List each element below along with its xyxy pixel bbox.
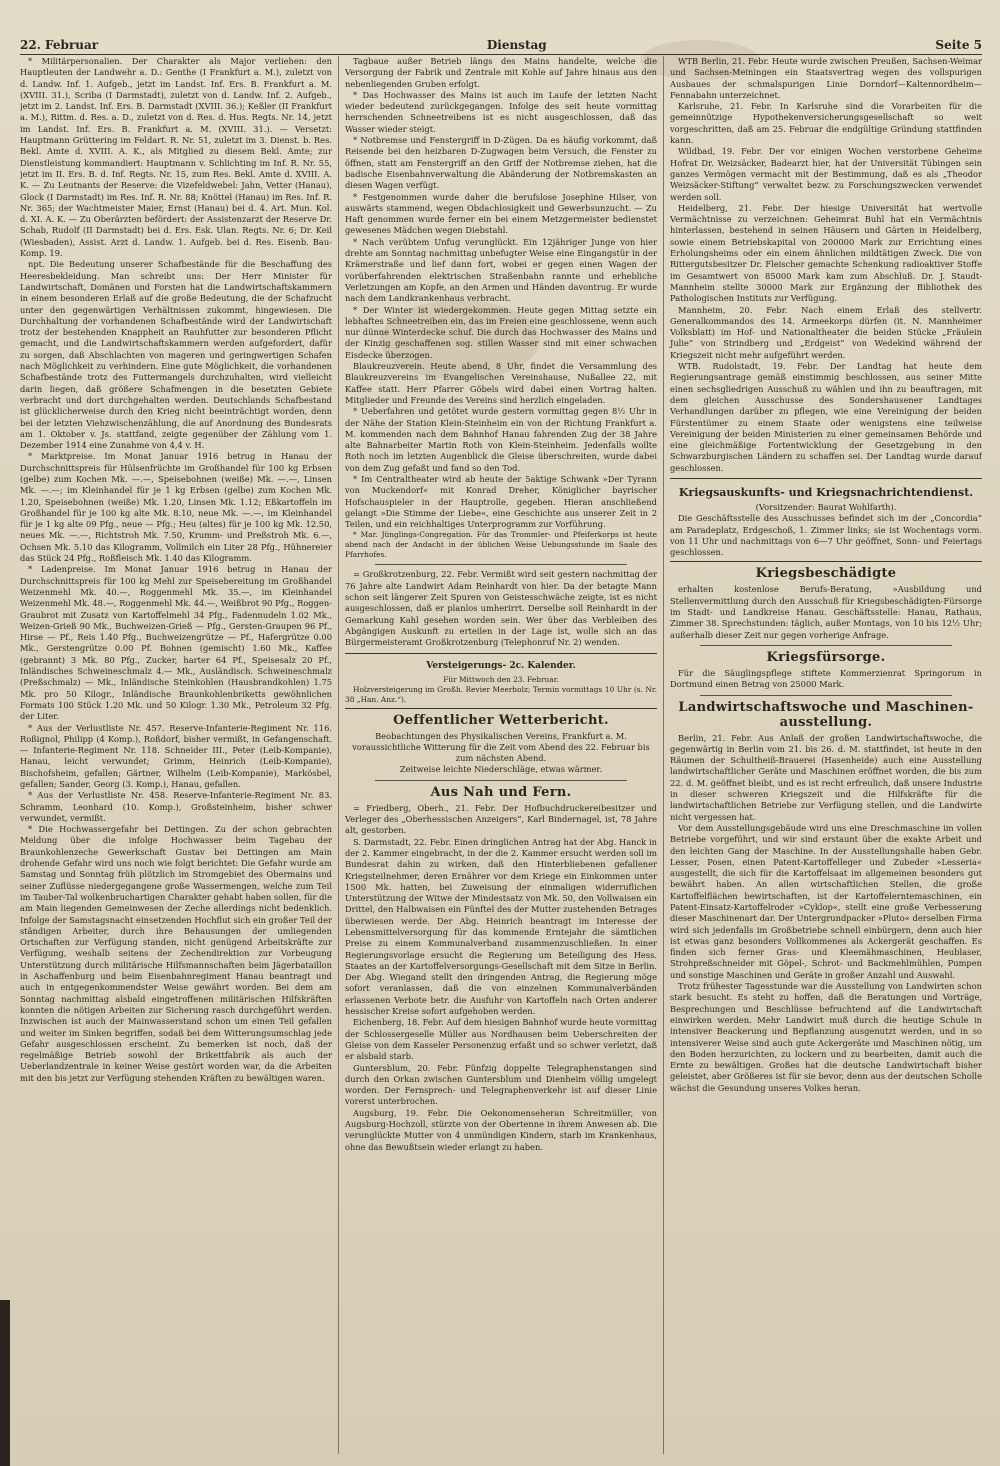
versteigerung-box [345,653,657,709]
article-marktpreise: * Marktpreise. Im Monat Januar 1916 betrug in Hanau der Durchschnittspreis für Hülsenfrüchte im Großhandel für 100 kg Erbsen (gelbe) zum Kochen Mk. —.—, Speisebohnen (weiße) Mk. —.—, Linsen Mk. —.—; im Kleinhandel für je 1 kg Erbsen (gelbe) zum Kochen Mk. 1.20, Speisebohnen (weiße) Mk. 1.20, Linsen Mk. 1.12; Eßkartoffeln im Großhandel für je 100 kg alte Mk. 8.10, neue Mk. —.—, im Kleinhandel für je 1 kg alte 09 Pfg., neue — Pfg.; Heu (altes) für je 100 kg Mk. 12.50, neues Mk. —.—, Richtstroh Mk. 7.50, Krumm- und Preßstroh Mk. 6.—, Ochsen Mk. 5.10 das Kilogramm, Vollmilch ein Liter 28 Pfg., Hühnereier das Stück 24 Pfg., Roßfleisch Mk. 1.40 das Kilogramm. [20,451,332,564]
header-day: Dienstag [486,38,547,52]
page-edge-shadow [0,1300,10,1466]
kriegsauskunft-text: Die Geschäftsstelle des Ausschusses befindet sich im der „Concordia“ am Paradeplatz, Erdgeschoß, 1. Zimmer links; sie ist Wochentags vorm. von 11 Uhr und nachmittags von 6—7 Uhr geöffnet, Sonn- und Feiertags geschlossen. [670,513,982,558]
kriegsbeschaedigte-title: Kriegsbeschädigte [755,566,897,582]
article-berlin-staatsvertrag: WTB Berlin, 21. Febr. Heute wurde zwischen Preußen, Sachsen-Weimar und Sachsen-Meiningen ein Staatsvertrag wegen des vollspurigen Ausbaues der schmalspurigen Linie Dorndorf—Kaltennordheim—Fennabahn unterzeichnet. [670,56,982,100]
versteigerung-sub: Für Mittwoch den 23. Februar. [443,674,559,684]
nahfern-item: Augsburg, 19. Febr. Die Oekonomenseheran Schreitmüller, von Augsburg-Hochzoll, stürzte von der Obertenne in ihrem Anwesen ab. Die verunglückte Mutter von 4 unmündigen Kindern, starb im Krankenhaus, ohne das Bewußtsein wieder erlangt zu haben. [345,1107,657,1152]
wetter-title: Oeffentlicher Wetterbericht. [393,712,609,728]
article-wildbad: Wildbad, 19. Febr. Der vor einigen Wochen verstorbene Geheime Hofrat Dr. Weizsäcker, Badearzt hier, hat der Universität Tübingen sein ganzes Vermögen vermacht mit der Bestimmung, daß es als „Theodor Weizsäcker-Stiftung“ verwaltet bezw. zu Forschungszwecken verwendet werden soll. [670,146,982,202]
landwirtschaft-item: Vor dem Ausstellungsgebäude wird uns eine Dreschmaschine im vollen Betriebe vorgeführt, und wir sind erstaunt über die exakte Arbeit und den leichten Gang der Maschine. In der Ausstellungshalle haben Gebr. Lesser, Posen, einen Patent-Kartoffelleger und Zubeder »Lesseria« ausgestellt, die sich für die Kartoffelsaat im allgemeinen besonders gut bewährt haben. An allen wirtschaftlichen Stellen, die große Kartoffelflächen bewirtschaften, ist der Kartoffelerntemaschinen, ein Patent-Einsatz-Kartoffelroder »Cyklop«, stellt eine große Verbesserung dieser Maschinenart dar. Der Untergrundpacker »Pluto« derselben Firma wird sich jedenfalls im Großbetriebe schnell einbürgern, denn auch hier ist etwas ganz besonders Vollkommenes als Ackergerät geschaffen. Es finden sich ferner Gras- und Kleemähmaschinen, Heublaser, Strohpreßschneider mit Göpel-, Schrot- und Backmehlmühlen, Pumpen und sonstige Maschinen und Geräte in großer Anzahl und Auswahl. [670,822,982,980]
divider [700,695,952,696]
wetter-text: Beobachtungen des Physikalischen Vereins, Frankfurt a. M. voraussichtliche Witterung für die Zeit vom Abend des 22. Februar bis zum nächsten Abend. [352,730,650,764]
kriegsbeschaedigte-text: erhalten kostenlose Berufs-Beratung, »Ausbildung und Stellenvermittlung durch den Ausschuß für Kriegsbeschädigten-Fürsorge im Stadt- und Landkreise Hanau. Geschäftsstelle: Hanau, Rathaus, Zimmer 38. Sprechstunden: täglich, außer Montags, von 10 bis 12½ Uhr; außerhalb dieser Zeit nur gegen vorherige Anfrage. [670,584,982,640]
article-hochwassergefahr: * Die Hochwassergefahr bei Dettingen. Zu der schon gebrachten Meldung über die infolge Hochwasser beim Tagebau der Braunkohlenzeche Gewerkschaft Gustav bei Dettingen am Main drohende Gefahr wird uns noch wie folgt berichtet: Die Gefahr wurde am Samstag und Sonntag früh plötzlich im Stromgebiet des Obermains und seiner Zuflüsse niedergegangene große Wassermengen, welche zum Teil im Tauber-Tal wolkenbruchartigen Charakter gehabt haben sollen, für die am Main liegenden Gemeinwesen der Zeche allerdings nicht bedenklich. Infolge der Samstagsnacht einsetzenden Hochflut sich ein großer Teil der ständigen Arbeiter, durch ihre Behausungen der umliegenden Ortschaften zur Verfügung standen, nicht genügend Arbeitskräfte zur Verfügung, weshalb seitens der Zechendirektion zur Vorbeugung Unterstützung durch militärische Hilfsmannschaften beim Jägerbataillon in Aschaffenburg und beim Eisenbahnregiment Hanau beantragt und auch in entgegenkommendster Weise gewährt worden. Bei dem am Sonntag nachmittag alsbald eingetroffenen militärischen Hilfskräften konnten die nötigen Arbeiten zur Sicherung rasch durchgeführt werden. Inzwischen ist auch der Mainwasserstand schon um einen Teil gefallen und weiter im Sinken begriffen, sodaß bei dem Witterungsumschlag jede Gefahr ausgeschlossen erscheint. Zu bemerken ist noch, daß der regelmäßige Betrieb sowohl der Brikettfabrik als auch der Ueberlandzentrale in keiner Weise gestört worden war, da die Arbeiten mit den bis jetzt zur Verfügung stehenden Kräften zu bewältigen waren. [20,824,332,1083]
page-header [20,30,982,55]
versteigerung-text: Holzversteigerung im Großh. Revier Meerholz; Termin vormittags 10 Uhr (s. Nr. 38 „Han. Anz.“). [345,684,657,704]
nahfern-title: Aus Nah und Fern. [430,784,572,800]
header-date: 22. Februar [20,38,99,52]
kriegsauskunft-chair: (Vorsitzender: Baurat Wohlfarth). [755,501,897,512]
column-1 [20,56,332,1454]
divider [375,780,627,781]
landwirtschaftswoche-title: Landwirtschaftswoche und Maschinen-ausstellung. [678,699,974,730]
article-grosskrotzenburg: = Großkrotzenburg, 22. Febr. Vermißt wird seit gestern nachmittag der 76 Jahre alte Landwirt Adam Reinhardt von hier. Da der betagte Mann schon seit längerer Zeit Spuren von Geistesschwäche zeigte, ist es nicht ausgeschlossen, daß er planlos umherirrt. Derselbe soll Reinhardt in der Gemarkung Kahl gesehen worden sein. Wer über das Verbleiben des Abgängigen Auskunft zu erteilen in der Lage ist, wolle sich an das Bürgermeisteramt Großkrotzenburg (Telephonruf Nr. 2) wenden. [345,569,657,648]
article-militaerpersonalien: * Militärpersonalien. Der Charakter als Major verliehen: den Hauptleuten der Landwehr a. D.: Genthe (I Frankfurt a. M.), zuletzt von d. Landw. Inf. 1. Aufgeb., jetzt im Landst. Inf. Ers. B. Frankfurt a. M. (XVIII. 31.), Scriba (I Darmstadt), zuletzt von d. Landw. Inf. 2. Aufgeb., jetzt im 2. Landst. Inf. Ers. B. Darmstadt (XVIII. 36.); Keßler (II Frankfurt a. M.), Rittm. d. Res. a. D., zuletzt von d. Res. d. Hus. Regts. Nr. 14, jetzt im Landst. Inf. Ers. B. Frankfurt a. M. (XVIII. 31.). — Versetzt: Hauptmann Grüttering im Feldart. R. Nr. 51, zuletzt im 3. Dienst. b. Res. Bekl. Amte d. XVIII. A. K., als Mitglied zu diesem Bekl. Amte; zur Dienstleistung kommandiert: Hauptmann v. Schlichting im Inf. R. Nr. 55, jetzt im II. Ers. B. d. Inf. Regts. Nr. 15, zum Res. Bekl. Amte d. XVIII. A. K. — Zu Leutnants der Reserve: die Vizefeldwebel: Jahn, Vetter (Hanau), Glock (I Darmstadt) im Res. Inf. R. Nr. 88; Knöttel (Hanau) im Res. Inf. R. Nr. 365; der Wachtmeister Maier, Ernst (Hanau) bei d. 4. Art. Mun. Kol. d. XI. A. K. — Zu Oberärzten befördert: der Assistenzarzt der Reserve Dr. Schab, Rudolf (II Darmstadt) bei d. Ers. Esk. Ulan. Regts. Nr. 6; Dr. Keil (Wiesbaden), Assist. Arzt d. Landw. 1. Aufgeb. bei d. Res. Eisenb. Bau-Komp. 19. [20,56,332,259]
article-congregation: * Mar. Jünglings-Congregation. Für das Trommler- und Pfeiferkorps ist heute abend nach der Andacht in der üblichen Weise Uebungsstunde im Saale des Pfarrhofes. [345,530,657,560]
article-blaukreuzverein: Blaukreuzverein. Heute abend, 8 Uhr, findet die Versammlung des Blaukreuzvereins im Evangelischen Vereinshause, Nußallee 22, mit Kaffee statt. Herr Pfarrer Göbels wird dabei einen Vortrag halten. Mitglieder und Freunde des Vereins sind herzlich eingeladen. [345,361,657,405]
columns [20,56,982,1454]
nahfern-item: Guntersblum, 20. Febr. Fünfzig doppelte Telegraphenstangen sind durch den Orkan zwischen Guntersblum und Dienheim völlig umgelegt worden. Der Fernsprech- und Telegraphenverkehr ist auf dieser Linie vorerst unterbrochen. [345,1062,657,1107]
article-winter: * Der Winter ist wiedergekommen. Heute gegen Mittag setzte ein lebhaftes Schneetreiben ein, das im Freien eine geschlossene, wenn auch nur dünne Winterdecke schuf. Die durch das Hochwasser des Mains und der Kinzig geschaffenen sog. stillen Wasser sind mit einer schwachen Eisdecke überzogen. [345,304,657,360]
article-rudolstadt: WTB. Rudolstadt, 19. Febr. Der Landtag hat heute dem Regierungsantrage gemäß einstimmig beschlossen, aus seiner Mitte einen sechsgliedrigen Ausschuß zu wählen und ihn zu beauftragen, mit dem gleichen Ausschusse des Sondershausener Landtages Verhandlungen darüber zu pflegen, wie eine Vereinigung der beiden Fürstentümer zu einem Staate oder wenigstens eine teilweise Vereinigung der beiden Ministerien zu einer gemeinsamen Behörde und eine gleichmäßige Fortentwicklung der Gesetzgebung in den Schwarzburgischen Ländern zu schaffen sei. Der Landtag wurde darauf geschlossen. [670,361,982,473]
article-unfug: * Nach verübtem Unfug verunglückt. Ein 12jähriger Junge von hier drehte am Sonntag nachmittag unbefugter Weise eine Eingangstür in der Krämerstraße und lief dann fort, wobei er gegen einen Wagen der vorüberfahrenden elektrischen Straßenbahn rannte und erhebliche Verletzungen am Kopfe, an den Armen und Händen davontrug. Er wurde nach dem Landkrankenhaus verbracht. [345,236,657,304]
nahfern-item: = Friedberg, Oberh., 21. Febr. Der Hofbuchdruckereibesitzer und Verleger des „Oberhessischen Anzeigers“, Karl Bindernagel, ist, 78 Jahre alt, gestorben. [345,802,657,836]
column-2 [338,56,657,1454]
column-3 [663,56,982,1454]
article-verlustliste-457: * Aus der Verlustliste Nr. 457. Reserve-Infanterie-Regiment Nr. 116. Roßignol, Philipp (4 Komp.), Roßdorf, bisher vermißt, in Gefangenschaft. — Infanterie-Regiment Nr. 118. Schneider III., Peter (Leib-Kompanie), Hanau, leicht verwundet; Grimm, Heinrich (Leib-Kompanie), Bischofsheim, gefallen; Gärtner, Wilhelm (Leib-Kompanie), Markösbel, gefallen; Sander, Georg (3. Komp.), Hanau, gefallen. [20,722,332,789]
divider [375,564,627,565]
article-ladenpreise: * Ladenpreise. Im Monat Januar 1916 betrug in Hanau der Durchschnittspreis für 100 kg Mehl zur Speisebereitung im Großhandel Weizenmehl Mk. 40.—, Roggenmehl Mk. 35.—, im Kleinhandel Weizenmehl Mk. 48.—, Roggenmehl Mk. 44.—, Weißbrot 90 Pfg., Roggen-Graubrot mit Zusatz von Kartoffelmehl 34 Pfg., Fadennudeln 1.02 Mk., Weizen-Grieß 90 Mk., Buchweizen-Grieß — Pfg., Gersten-Graupen 96 Pf., Hirse — Pf., Reis 1.40 Pfg., Buchweizengrütze — Pf., Hafergrütze 0.00 Mk., Gerstengrütze 0.00 Pf. Bohnen (gemischt) 1.60 Mk., Kaffee (gebrannt) 3 Mk. 80 Pfg., Zucker, harter 64 Pf., Speisesalz 20 Pf., Inländisches Schweineschmalz 4.— Mk., Ausländisch. Schweineschmalz (Preßschmalz) — Mk., Inländische Steinkohlen (Hausbrandkohlen) 1.75 Mk. pro 50 Kilogr., Inländische Braunkohlenbriketts gewöhnlichen Formats 100 Stück 1.20 Mk. und 50 Kilogr. 1.30 Mk., Petroleum 32 Pfg. der Liter. [20,564,332,722]
article-ueberfahren: * Ueberfahren und getötet wurde gestern vormittag gegen 8½ Uhr in der Nähe der Station Klein-Steinheim ein von der Richtung Frankfurt a. M. kommenden nach dem Bahnhof Hanau fahrenden Zug der 38 Jahre alte Bahnarbeiter Martin Roth von Klein-Steinheim. Jedenfalls wollte Roth noch im letzten Augenblick die Gleise überschreiten, wurde dabei von dem Zug gefaßt und fand so den Tod. [345,406,657,473]
article-festgenommen: * Festgenommen wurde daher die berufslose Josephine Hilser, von auswärts stammend, wegen Obdachlosigkeit und Gewerbsunzucht. — Zu Haft genommen wurde ferner ein bei einem Metzgermeister bedienstet gewesenes Mädchen wegen Diebstahl. [345,191,657,236]
divider [700,645,952,646]
article-mannheim: Mannheim, 20. Febr. Nach einem Erlaß des stellvertr. Generalkommandos des 14. Armeekorps dürfen (it. N. Mannheimer Volksblatt) im Hof- und Nationaltheater die beiden Stücke „Fräulein Julie“ von Strindberg und „Erdgeist“ von Wedekind während der Kriegszeit nicht mehr aufgeführt werden. [670,304,982,360]
article-hochwasser-main: * Das Hochwasser des Mains ist auch im Laufe der letzten Nacht wieder bedeutend zurückgegangen. Infolge des seit heute vormittag herrschenden Schneetreibens ist es nicht ausgeschlossen, daß das Wasser wieder steigt. [345,89,657,134]
article-tagbaue: Tagbaue außer Betrieb längs des Mains handelte, welche die Versorgung der Fabrik und Zentrale mit Kohle auf Jahre hinaus aus den nebenliegenden Gruben erfolgt. [345,56,657,89]
landwirtschaft-item: Trotz frühester Tagesstunde war die Ausstellung von Landwirten schon stark besucht. Es steht zu hoffen, daß die Beratungen und Vorträge, Besprechungen und Beschlüsse befruchtend auf die Landwirtschaft einwirken werden. Mehr Landwirt muß durch die heutige Schule in intensiver Beackerung und Bepflanzung ausgenutzt werden, und in so intensiverer Weise sind auch gute Ackergeräte und Maschinen nötig, um den Boden herzurichten, zu lockern und zu bearbeiten, damit auch die Ernte zu bewältigen. Großes hat die deutsche Landwirtschaft bisher geleistet, aber Größeres ist für sie bevor, denn aus der deutschen Scholle wächst die Gesundung unseres Volkes heran. [670,981,982,1093]
article-karlsruhe: Karlsruhe, 21. Febr. In Karlsruhe sind die Vorarbeiten für die gemeinnützige Hypothekenversicherungsgesellschaft so weit vorgeschritten, daß am 25. Februar die endgültige Gründung stattfinden kann. [670,101,982,146]
versteigerung-title: Versteigerungs- 2c. Kalender. [426,660,576,671]
nahfern-item: S. Darmstadt, 22. Febr. Einen dringlichen Antrag hat der Abg. Hanck in der 2. Kammer eingebracht, in der die 2. Kammer ersucht werden soll im Bundesrat dahin zu wirken, daß den Hinterbliebenen gefallener Kriegsteilnehmer, deren Ernährer vor dem Kriege ein Einkommen unter 1500 Mk. hatten, bei Zuweisung der einmaligen widerruflichen Unterstützung der Witwe der Mindestsatz von Mk. 50, den Vollwaisen ein Drittel, den Halbwaisen ein Fünftel des der Mutter zustehenden Betrages überwiesen werde. Der Abg. Heinrich beantragt im Interesse der Lebensmittelversorgung für das kommende Erntejahr die sämtlichen Preise zu einem Kommunalverband zusammenzuschließen. In einer Regierungsvorlage ersucht die Regierung um Beteiligung des Hess. Staates an der Kartoffelversorgungs-Gesellschaft mit dem Sitze in Berlin. Der Abg. Wiegand stellt den dringenden Antrag, die Regierung möge sofort veranlassen, daß die von einzelnen Kommunalverbänden erlassenen Verbote betr. die Ausfuhr von Kartoffeln nach Orten anderer hessischer Kreise sofort aufgehoben werden. [345,836,657,1017]
kriegsfuersorge-title: Kriegsfürsorge. [766,649,886,665]
article-heidelberg: Heidelberg, 21. Febr. Der hiesige Universität hat wertvolle Vermächtnisse zu verzeichnen: Geheimrat Buhl hat ein Vermächtnis hinterlassen, bestehend in seinen Häusern und Gärten in Heidelberg, sowie einem Betriebskapital von 200000 Mark zur Errichtung eines Erholungsheims oder ein einem ähnlichen mildtätigen Zweck. Die von Rittergutsbesitzer Dr. Fleischer gemachte Schenkung radioaktiver Stoffe im Gesamtwert von 85000 Mark kam zum Abschluß. Dr. J. Staudt-Mannheim stellte 30000 Mark zur Ergänzung der Bibliothek des Pathologischen Instituts zur Verfügung. [670,202,982,304]
article-schafbestaende: npt. Die Bedeutung unserer Schafbestände für die Beschaffung des Heeresbekleidung. Man schreibt uns: Der Herr Minister für Landwirtschaft, Domänen und Forsten hat die Landwirtschaftskammern in einem besonderen Erlaß auf die große Bedeutung, die der Schafzucht unter den gegenwärtigen Verhältnissen zukommt, hingewiesen. Die Durchhaltung der vorhandenen Schafbestände wird der Landwirtschaft trotz der bestehenden Knappheit an Rauhfutter zur besonderen Pflicht gemacht, und die Landwirtschaftskammern werden aufgefordert, dafür zu sorgen, daß Abschlachten von mageren und geringwertigen Schafen nach Möglichkeit zu verhindern. Eine gute Möglichkeit, die vorhandenen Schafbestände trotz des Futtermangels durchzuhalten, wird vielleicht darin liegen, daß größere Schafmengen in die besetzten Gebiete verbracht und dort durchgehalten werden. Deutschlands Schafbestand ist glücklicherweise durch den Krieg nicht beeinträchtigt worden, denn bei der letzten Viehzwischenzählung, die auf Anordnung des Bundesrats am 1. Oktober v. Js. stattfand, zeigte gegenüber der Zählung vom 1. Dezember 1914 eine Zunahme von 4,4 v. H. [20,259,332,451]
wetter-forecast: Zeitweise leichte Niederschläge, etwas wärmer. [399,764,603,775]
article-centraltheater: * Im Centraltheater wird ab heute der 5aktige Schwank »Der Tyrann von Muckendorf« mit Konrad Dreher, Königlicher bayrischer Hofschauspieler in der Hauptrolle, gegeben. Hieran anschließend gelangt »Die Stimme der Liebe«, eine Geschichte aus unserer Zeit in 2 Teilen, und ein reichhaltiges Unterprogramm zur Vorführung. [345,473,657,530]
kriegsauskunft-box [670,478,982,562]
kriegsauskunft-title: Kriegsauskunfts- und Kriegsnachrichtendienst. [678,485,974,499]
kriegsfuersorge-text: Für die Säuglingspflege stiftete Kommerzienrat Springorum in Dortmund einen Betrag von 25000 Mark. [670,667,982,690]
article-notbremse: * Notbremse und Fenstergriff in D-Zügen. Da es häufig vorkommt, daß Reisende bei den heizbaren D-Zugwagen beim Versuch, die Fenster zu öffnen, statt am Fenstergriff an den Griff der Notbremse ziehen, hat die badische Eisenbahnverwaltung die Abänderung der Notbremskasten an diesen Wagen verfügt. [345,135,657,191]
nahfern-item: Eichenberg, 18. Febr. Auf dem hiesigen Bahnhof wurde heute vormittag der Schlossergeselle Müller aus Nordhausen beim Ueberschreiten der Gleise von dem Kasseler Personenzug erfaßt und so schwer verletzt, daß er alsbald starb. [345,1017,657,1062]
header-page-number: Seite 5 [935,38,982,52]
landwirtschaft-item: Berlin, 21. Febr. Aus Anlaß der großen Landwirtschaftswoche, die gegenwärtig in Berlin vom 21. bis 26. d. M. stattfindet, ist heute in den Räumen der Schultheiß-Brauerei (Hasenheide) auch eine Ausstellung landwirtschaftlicher Geräte und Maschinen eröffnet worden, die bis zum 22. d. M. geöffnet bleibt, und es ist recht erfreulich, daß unsere Industrie in dieser schweren Kriegszeit und die Hilfskräfte für die landwirtschaftlichen Betriebe zur Verfügung stellen, und die Landwirte nicht vergessen hat. [670,732,982,822]
article-verlustliste-458: * Aus der Verlustliste Nr. 458. Reserve-Infanterie-Regiment Nr. 83. Schramm, Leonhard (10. Komp.), Großsteinheim, bisher schwer verwundet, vermißt. [20,790,332,823]
